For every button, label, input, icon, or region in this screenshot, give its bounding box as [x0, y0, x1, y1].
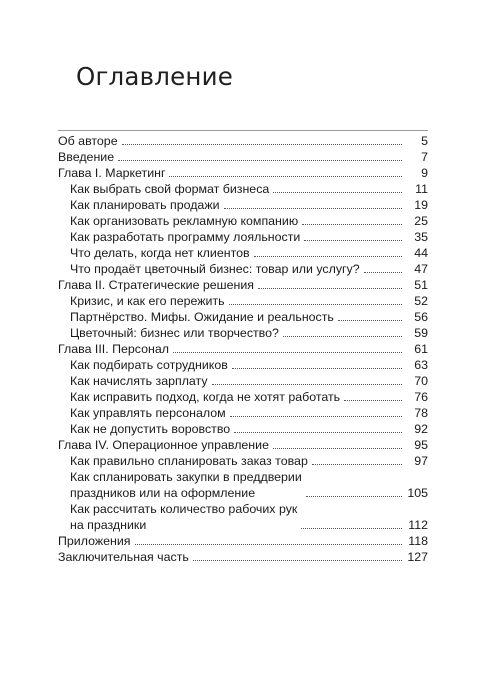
dot-leader [122, 144, 402, 145]
toc-entry-page: 19 [414, 198, 428, 212]
toc-entry-section[interactable] [58, 453, 428, 469]
toc-entry-title-line: Как рассчитать количество рабочих рук [70, 502, 298, 516]
toc-entry-page: 51 [414, 278, 428, 292]
toc-entry-page: 56 [414, 310, 428, 324]
toc-entry-introduction[interactable] [58, 149, 428, 165]
dot-leader [304, 240, 402, 241]
toc-entry-title: Глава III. Персонал [58, 342, 170, 356]
toc-entry-section[interactable] [58, 421, 428, 437]
toc-entry-section[interactable] [58, 389, 428, 405]
dot-leader [193, 560, 402, 561]
toc-entry-title: Как исправить подход, когда не хотят работать [70, 390, 341, 404]
toc-entry-section[interactable] [58, 181, 428, 197]
toc-entry-section[interactable] [58, 245, 428, 261]
dot-leader [135, 544, 403, 545]
toc-entry-title: Что продаёт цветочный бизнес: товар или услугу? [70, 262, 360, 276]
dot-leader [173, 352, 402, 353]
dot-leader [301, 528, 402, 529]
table-of-contents [58, 133, 428, 565]
dot-leader [254, 256, 402, 257]
toc-entry-page: 5 [421, 134, 428, 148]
dot-leader [306, 496, 402, 497]
toc-entry-page: 105 [407, 486, 428, 500]
dot-leader [169, 176, 402, 177]
toc-entry-title: Глава II. Стратегические решения [58, 278, 254, 292]
page-title: Оглавление [76, 62, 234, 91]
toc-entry-chapter-4[interactable] [58, 437, 428, 453]
toc-entry-title: Как организовать рекламную компанию [70, 214, 299, 228]
toc-entry-section[interactable] [58, 469, 428, 501]
toc-entry-title: Партнёрство. Мифы. Ожидание и реальность [70, 310, 334, 324]
toc-entry-title: Как планировать продажи [70, 198, 220, 212]
toc-entry-page: 35 [414, 230, 428, 244]
toc-entry-title-line: на праздники [70, 518, 147, 532]
toc-entry-section[interactable] [58, 325, 428, 341]
dot-leader [224, 208, 402, 209]
toc-entry-page: 63 [414, 358, 428, 372]
dot-leader [232, 368, 402, 369]
dot-leader [258, 288, 402, 289]
dot-leader [344, 400, 402, 401]
dot-leader [283, 336, 402, 337]
toc-entry-page: 47 [414, 262, 428, 276]
toc-entry-title: Заключительная часть [58, 550, 189, 564]
dot-leader [312, 464, 402, 465]
toc-entry-page: 76 [414, 390, 428, 404]
toc-entry-title: Глава IV. Операционное управление [58, 438, 269, 452]
toc-entry-chapter-1[interactable] [58, 165, 428, 181]
toc-entry-title: Как начислять зарплату [70, 374, 208, 388]
toc-entry-title: Кризис, и как его пережить [70, 294, 225, 308]
toc-entry-page: 78 [414, 406, 428, 420]
toc-entry-section[interactable] [58, 405, 428, 421]
dot-leader [229, 304, 402, 305]
toc-entry-section[interactable] [58, 261, 428, 277]
toc-entry-title-line: праздников или на оформление [70, 486, 256, 500]
dot-leader [273, 448, 402, 449]
toc-entry-page: 61 [414, 342, 428, 356]
toc-entry-page: 92 [414, 422, 428, 436]
toc-entry-chapter-3[interactable] [58, 341, 428, 357]
dot-leader [230, 416, 402, 417]
toc-entry-page: 59 [414, 326, 428, 340]
toc-entry-page: 11 [415, 182, 428, 196]
toc-entry-title: Как выбрать свой формат бизнеса [70, 182, 270, 196]
toc-entry-title: Введение [58, 150, 115, 164]
toc-entry-page: 70 [414, 374, 428, 388]
toc-entry-page: 97 [414, 454, 428, 468]
toc-entry-page: 112 [408, 518, 428, 532]
toc-entry-page: 95 [414, 438, 428, 452]
toc-entry-section[interactable] [58, 373, 428, 389]
toc-entry-section[interactable] [58, 309, 428, 325]
toc-entry-title [58, 501, 297, 533]
toc-entry-title: Глава I. Маркетинг [58, 166, 166, 180]
toc-entry-title: Как правильно спланировать заказ товар [70, 454, 308, 468]
toc-entry-page: 52 [414, 294, 428, 308]
toc-entry-title: Цветочный: бизнес или творчество? [70, 326, 279, 340]
toc-entry-title: Что делать, когда нет клиентов [70, 246, 250, 260]
toc-entry-page: 118 [408, 534, 428, 548]
toc-entry-appendix[interactable] [58, 533, 428, 549]
dot-leader [118, 160, 402, 161]
toc-entry-title: Как управлять персоналом [70, 406, 226, 420]
toc-entry-section[interactable] [58, 357, 428, 373]
toc-entry-page: 127 [407, 550, 428, 564]
toc-entry-title: Как разработать программу лояльности [70, 230, 301, 244]
toc-entry-chapter-2[interactable] [58, 277, 428, 293]
toc-entry-title: Как не допустить воровство [70, 422, 231, 436]
toc-entry-title: Об авторе [58, 134, 118, 148]
dot-leader [302, 224, 402, 225]
toc-entry-title-line: Как спланировать закупки в преддверии [70, 470, 302, 484]
toc-entry-conclusion[interactable] [58, 549, 428, 565]
toc-entry-title [58, 469, 302, 501]
dot-leader [364, 272, 402, 273]
toc-entry-page: 7 [421, 150, 428, 164]
toc-entry-page: 9 [421, 166, 428, 180]
toc-entry-section[interactable] [58, 293, 428, 309]
dot-leader [338, 320, 402, 321]
toc-entry-page: 44 [414, 246, 428, 260]
toc-entry-section[interactable] [58, 213, 428, 229]
toc-entry-section[interactable] [58, 197, 428, 213]
toc-entry-about-author[interactable] [58, 133, 428, 149]
toc-entry-title: Приложения [58, 534, 131, 548]
toc-entry-section[interactable] [58, 501, 428, 533]
toc-entry-title: Как подбирать сотрудников [70, 358, 228, 372]
dot-leader [212, 384, 402, 385]
dot-leader [234, 432, 402, 433]
toc-entry-page: 25 [414, 214, 428, 228]
dot-leader [273, 192, 402, 193]
toc-top-rule [58, 130, 428, 131]
toc-entry-section[interactable] [58, 229, 428, 245]
